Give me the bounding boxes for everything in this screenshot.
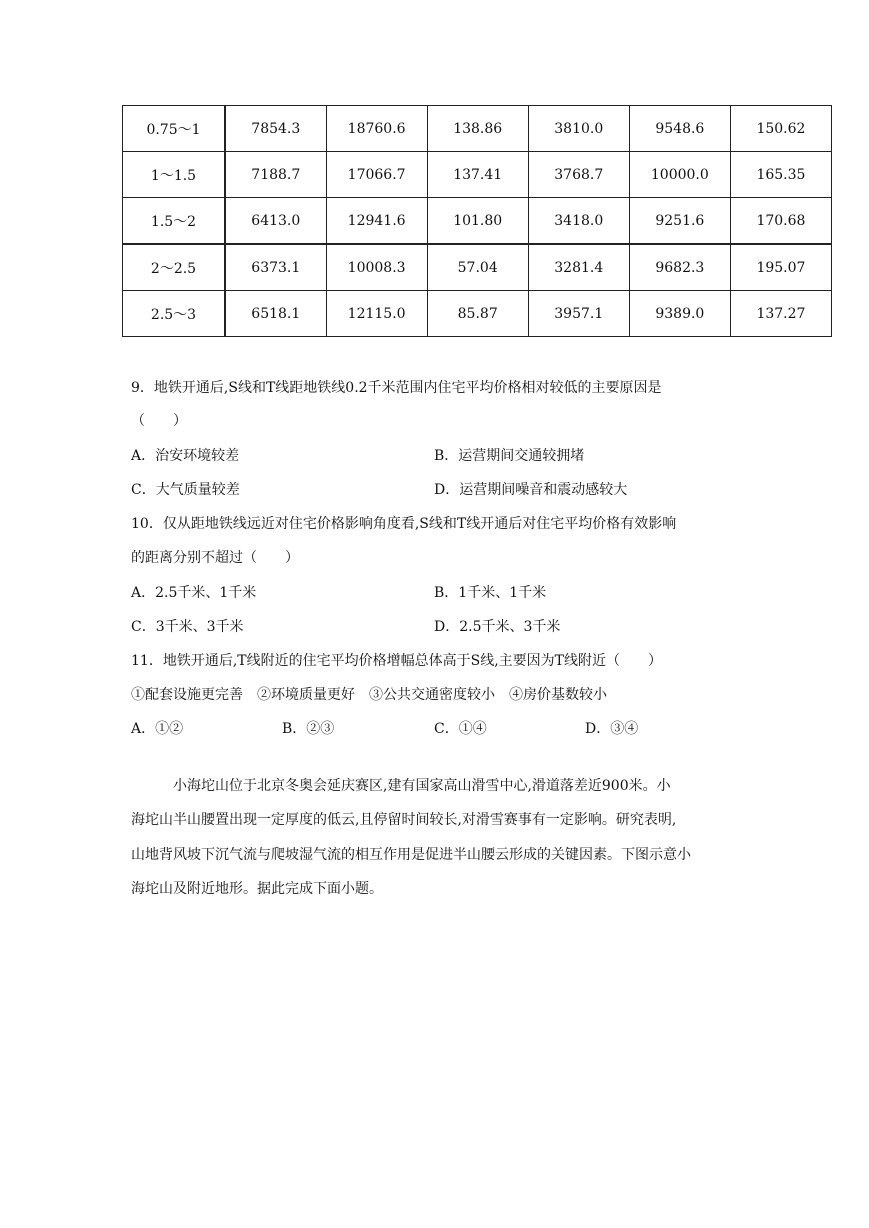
table-cell: 6413.0 — [225, 198, 326, 245]
table-cell: 12115.0 — [326, 291, 427, 337]
table-row — [123, 152, 832, 198]
table-cell: 3768.7 — [528, 152, 629, 198]
table-cell: 12941.6 — [326, 198, 427, 245]
table-cell: 9548.6 — [629, 106, 730, 152]
table-cell: 85.87 — [427, 291, 528, 337]
q11-option-d: D．③④ — [585, 721, 639, 737]
table-cell: 18760.6 — [326, 106, 427, 152]
table-row — [123, 244, 832, 291]
table-cell: 137.41 — [427, 152, 528, 198]
table-cell: 2.5～3 — [123, 291, 226, 337]
table-cell: 138.86 — [427, 106, 528, 152]
table-cell: 101.80 — [427, 198, 528, 245]
table-cell: 57.04 — [427, 244, 528, 291]
q10-stem-line2: 的距离分别不超过（ ） — [131, 550, 299, 566]
q9-stem-line2: （ ） — [131, 413, 187, 429]
passage-line2: 海坨山半山腰置出现一定厚度的低云,且停留时间较长,对滑雪赛事有一定影响。研究表明, — [131, 812, 677, 828]
q10-option-b: B．1千米、1千米 — [434, 585, 547, 601]
table-cell: 7854.3 — [225, 106, 326, 152]
passage-line3: 山地背风坡下沉气流与爬坡湿气流的相互作用是促进半山腰云形成的关键因素。下图示意小 — [131, 847, 691, 863]
q9-option-b: B．运营期间交通较拥堵 — [434, 448, 585, 464]
table-cell: 0.75～1 — [123, 106, 226, 152]
table-cell: 150.62 — [730, 106, 831, 152]
q9-option-a: A．治安环境较差 — [131, 448, 240, 464]
table-cell: 17066.7 — [326, 152, 427, 198]
table-cell: 165.35 — [730, 152, 831, 198]
table-cell: 9682.3 — [629, 244, 730, 291]
table-cell: 2～2.5 — [123, 244, 226, 291]
table-cell: 10000.0 — [629, 152, 730, 198]
table-cell: 7188.7 — [225, 152, 326, 198]
table-cell: 3810.0 — [528, 106, 629, 152]
table-cell: 195.07 — [730, 244, 831, 291]
table-cell: 10008.3 — [326, 244, 427, 291]
table-cell: 6518.1 — [225, 291, 326, 337]
q11-option-a: A．①② — [131, 721, 184, 737]
q10-option-d: D．2.5千米、3千米 — [434, 619, 561, 635]
q9-option-c: C．大气质量较差 — [131, 482, 240, 498]
passage-line1: 小海坨山位于北京冬奥会延庆赛区,建有国家高山滑雪中心,滑道落差近900米。小 — [131, 778, 671, 794]
q10-option-a: A．2.5千米、1千米 — [131, 585, 257, 601]
table-row — [123, 106, 832, 152]
q11-stem-line2: ①配套设施更完善 ②环境质量更好 ③公共交通密度较小 ④房价基数较小 — [131, 687, 607, 703]
q10-stem-line1: 10．仅从距地铁线远近对住宅价格影响角度看,S线和T线开通后对住宅平均价格有效影响 — [131, 516, 677, 532]
table-body — [123, 106, 832, 337]
q11-stem-line1: 11．地铁开通后,T线附近的住宅平均价格增幅总体高于S线,主要因为T线附近（ ） — [131, 653, 662, 669]
q11-option-b: B．②③ — [282, 721, 335, 737]
table-cell: 170.68 — [730, 198, 831, 245]
table-cell: 137.27 — [730, 291, 831, 337]
q10-option-c: C．3千米、3千米 — [131, 619, 244, 635]
table-cell: 3418.0 — [528, 198, 629, 245]
table-cell: 9251.6 — [629, 198, 730, 245]
table-cell: 3957.1 — [528, 291, 629, 337]
table-row — [123, 198, 832, 245]
q11-option-c: C．①④ — [434, 721, 487, 737]
passage-line4: 海坨山及附近地形。据此完成下面小题。 — [131, 881, 383, 897]
price-data-table — [122, 105, 832, 337]
table-cell: 1.5～2 — [123, 198, 226, 245]
table-row — [123, 291, 832, 337]
q9-stem-line1: 9．地铁开通后,S线和T线距地铁线0.2千米范围内住宅平均价格相对较低的主要原因是 — [131, 380, 662, 396]
table-cell: 6373.1 — [225, 244, 326, 291]
q9-option-d: D．运营期间噪音和震动感较大 — [434, 482, 628, 498]
table-cell: 9389.0 — [629, 291, 730, 337]
table-cell: 1～1.5 — [123, 152, 226, 198]
table-cell: 3281.4 — [528, 244, 629, 291]
